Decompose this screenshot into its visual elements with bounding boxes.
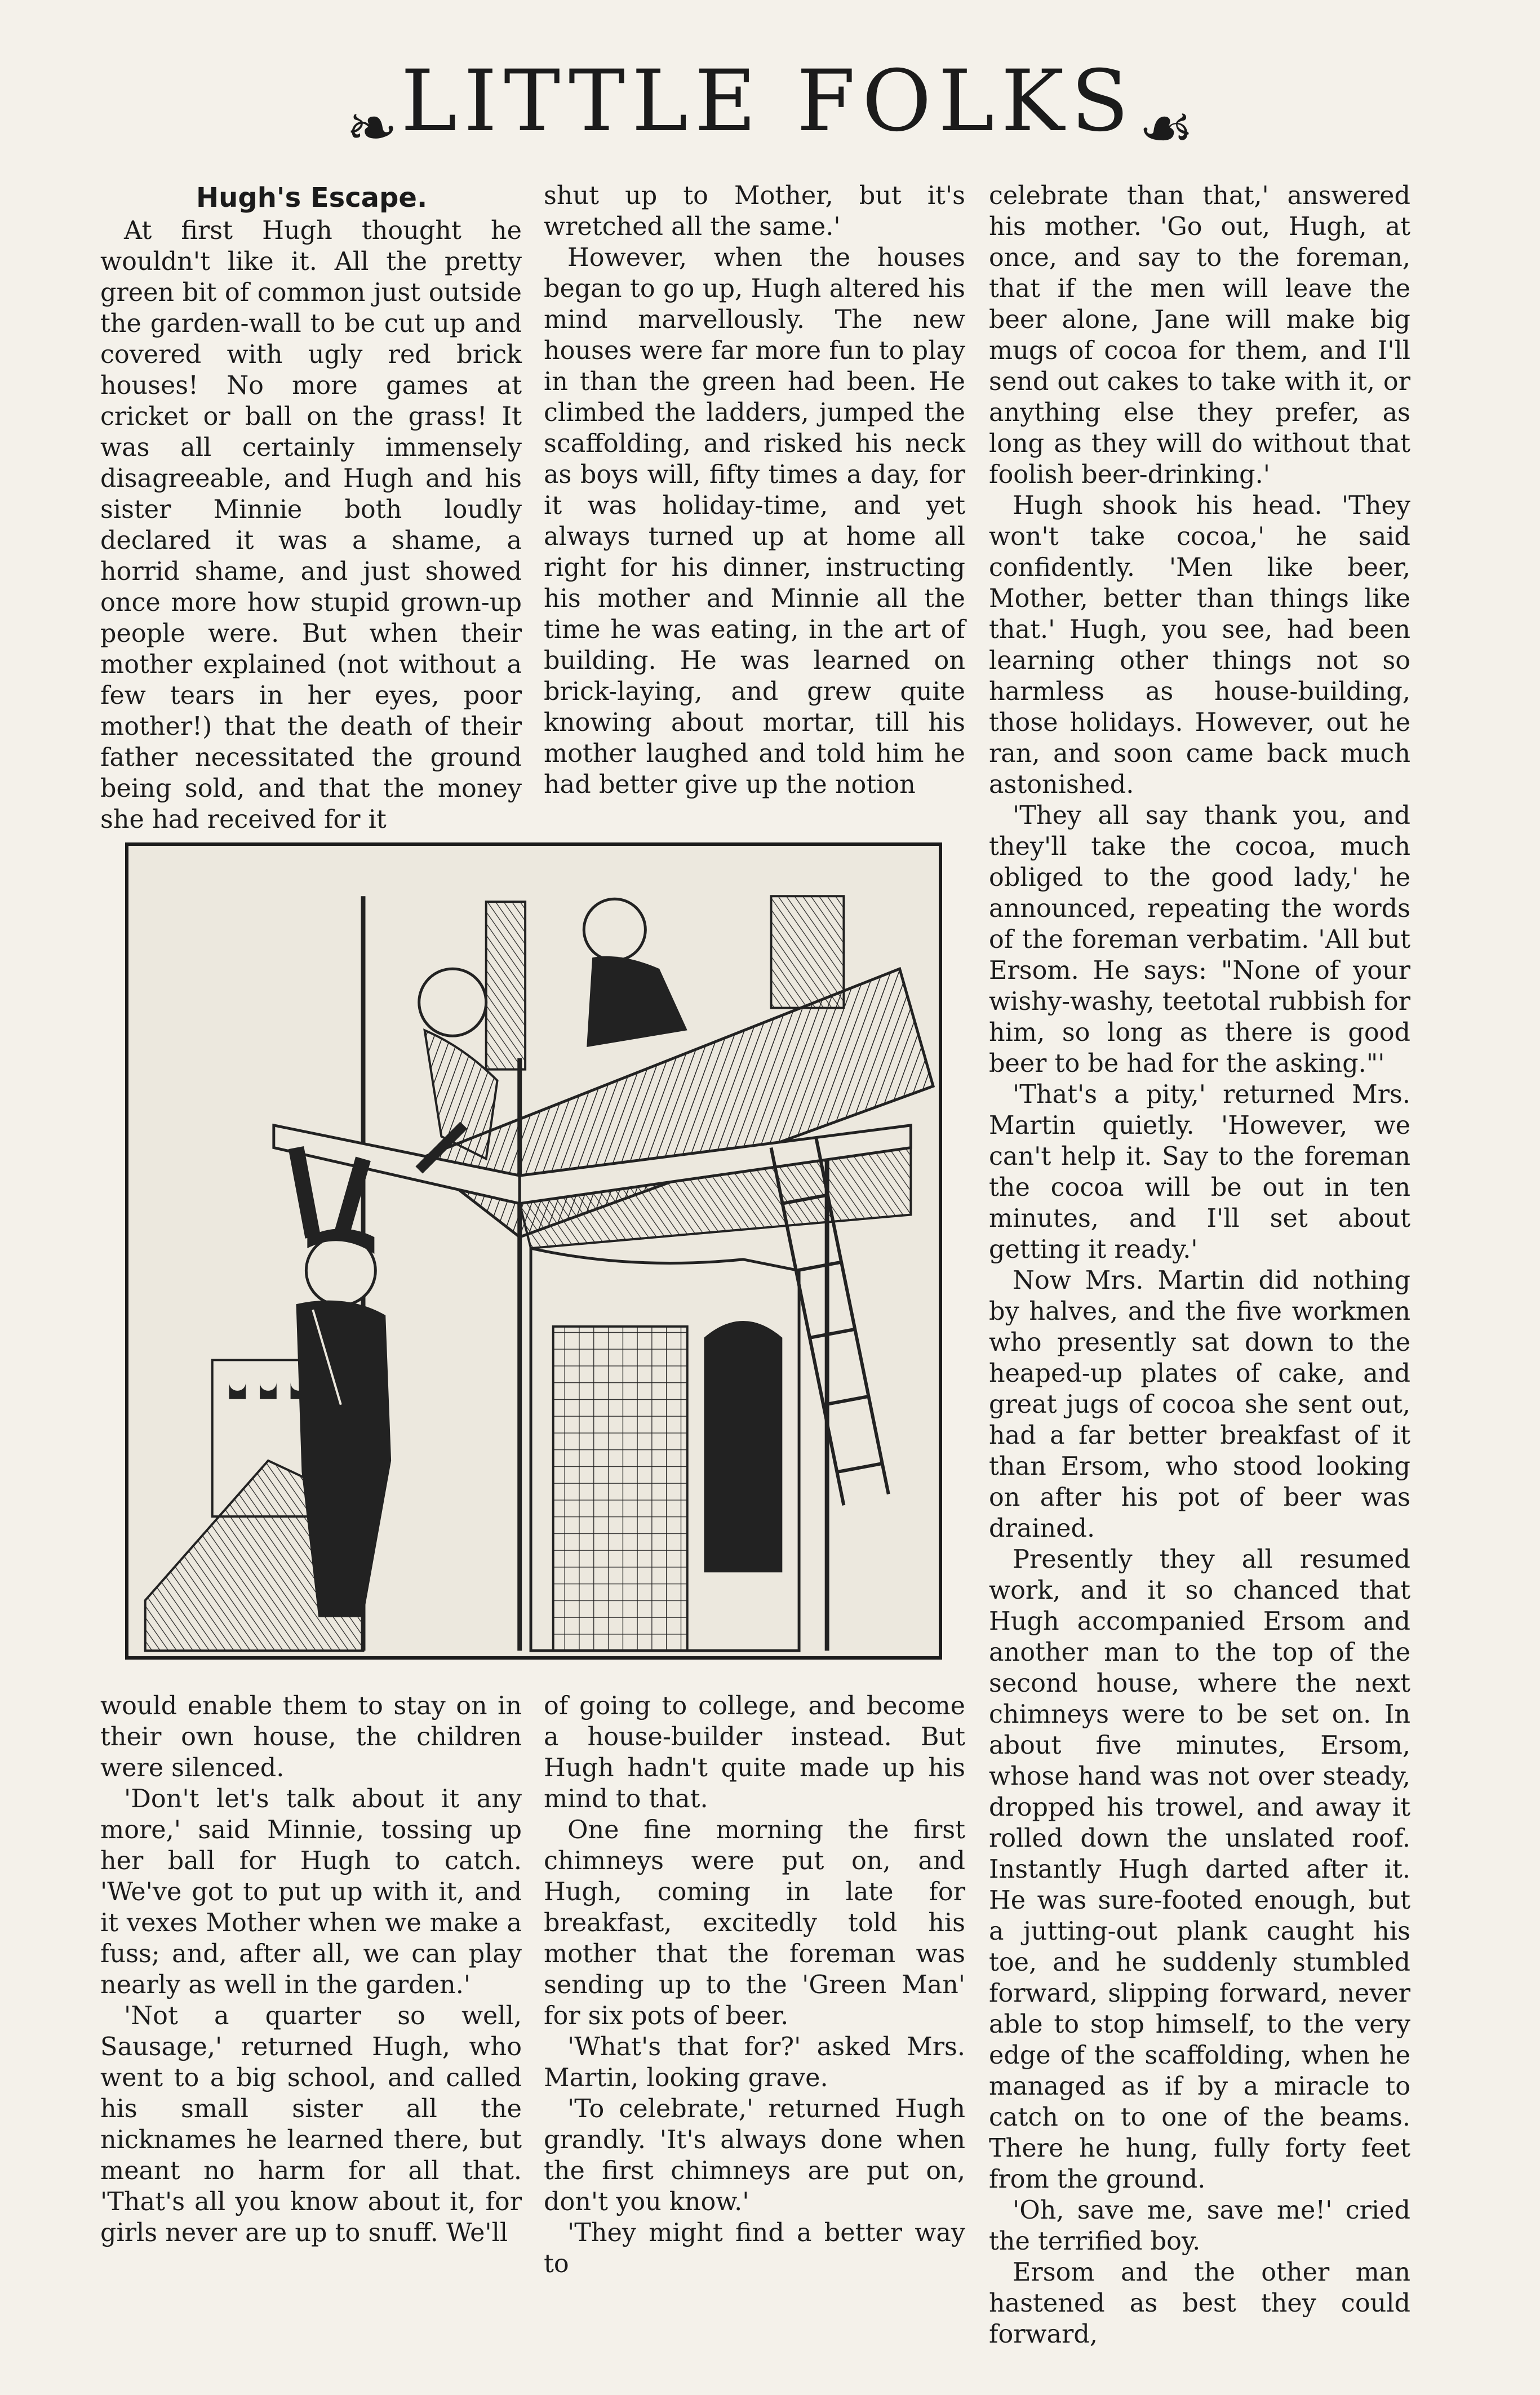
paragraph: Now Mrs. Martin did nothing by halves, and the five workmen who presently sat down to the heaped-up plates of cake, and great jugs of cocoa she sent out, had a far better breakfast of it than Ersom, who stood looking on after his pot of beer was drained. (989, 1266, 1410, 1543)
column-1 (100, 180, 522, 835)
paragraph: Ersom and the other man hastened as best they could forward, (989, 2258, 1410, 2349)
paragraph: Presently they all resumed work, and it so chanced that Hugh accompanied Ersom and another man to the top of the second house, where the next chimneys were to be set on. In about five minutes, Ersom, whose hand was not over steady, dropped his trowel, and away it rolled down the unslated roof. Instantly Hugh darted after it. He was sure-footed enough, but a jutting-out plank caught his toe, and he suddenly stumbled forward, slipping forward, never able to stop himself, to the very edge of the scaffolding, when he managed as if by a miracle to catch on to one of the beams. There he hung, fully forty feet from the ground. (989, 1545, 1410, 2194)
paragraph: 'That's a pity,' returned Mrs. Martin quietly. 'However, we can't help it. Say to the foreman the cocoa will be out in ten minutes, and I'll set about getting it ready.' (989, 1080, 1410, 1264)
hanging-boy (296, 1148, 392, 1617)
ornament-left-icon: ❧ (346, 91, 398, 164)
column-4 (100, 1691, 522, 2248)
column-2 (544, 180, 965, 800)
paragraph: shut up to Mother, but it's wretched all the same.' (544, 181, 965, 241)
paragraph: 'To celebrate,' returned Hugh grandly. 'It's always done when the first chimneys are put on, don't you know.' (544, 2095, 965, 2216)
illustration-drawing (128, 846, 939, 1656)
house-front (531, 1248, 799, 1651)
paragraph: At first Hugh thought he wouldn't like it. All the pretty green bit of common just outside the garden-wall to be cut up and covered with ugly red brick houses! No more games at cricket or ball on the grass! It was all certainly immensely disagreeable, and Hugh and his sister Minnie both loudly declared it was a shame, a horrid shame, and just showed once more how stupid grown-up people were. But when their mother explained (not without a few tears in her eyes, poor mother!) that the death of their father necessitated the ground being sold, and that the money she had received for it (100, 216, 522, 834)
ornament-right-icon: ☙ (1138, 91, 1194, 164)
column-3 (989, 180, 1410, 2350)
illustration (125, 842, 942, 1660)
masthead (0, 48, 1540, 164)
column-5 (544, 1691, 965, 2279)
paragraph: 'They all say thank you, and they'll take the cocoa, much obliged to the good lady,' he announced, repeating the words of the foreman verbatim. 'All but Ersom. He says: "None of your wishy-washy, teetotal rubbish for him, so long as there is good beer to be had for the asking."' (989, 801, 1410, 1078)
paragraph: celebrate than that,' answered his mother. 'Go out, Hugh, at once, and say to the foreman, that if the men will leave the beer alone, Jane will make big mugs of cocoa for them, and I'll send out cakes to take with it, or anything else they prefer, as long as they will do without that foolish beer-drinking.' (989, 181, 1410, 489)
paragraph: One fine morning the first chimneys were put on, and Hugh, coming in late for breakfast, excitedly told his mother that the foreman was sending up to the 'Green Man' for six pots of beer. (544, 1816, 965, 2030)
paragraph: 'Don't let's talk about it any more,' said Minnie, tossing up her ball for Hugh to catch. 'We've got to put up with it, and it vexes Mother when we make a fuss; and, after all, we can play nearly as well in the garden.' (100, 1785, 522, 1999)
magazine-title: LITTLE FOLKS (401, 52, 1136, 150)
paragraph: 'What's that for?' asked Mrs. Martin, looking grave. (544, 2033, 965, 2092)
story-title: Hugh's Escape. (196, 182, 428, 214)
paragraph: of going to college, and become a house-builder instead. But Hugh hadn't quite made up his mind to that. (544, 1692, 965, 1813)
paragraph: 'They might find a better way to (544, 2219, 965, 2278)
paragraph: 'Oh, save me, save me!' cried the terrified boy. (989, 2196, 1410, 2256)
paragraph: 'Not a quarter so well, Sausage,' returned Hugh, who went to a big school, and called his small sister all the nicknames he learned there, but meant no harm for all that. 'That's all you know about it, for girls never are up to snuff. We'll (100, 2002, 522, 2247)
paragraph: would enable them to stay on in their own house, the children were silenced. (100, 1692, 522, 1782)
chimney (486, 902, 525, 1070)
paragraph: Hugh shook his head. 'They won't take cocoa,' he said confidently. 'Men like beer, Mother, better than things like that.' Hugh, you see, had been learning other things not so harmless as house-building, those holidays. However, out he ran, and soon came back much astonished. (989, 491, 1410, 799)
paragraph: However, when the houses began to go up, Hugh altered his mind marvellously. The new houses were far more fun to play in than the green had been. He climbed the ladders, jumped the scaffolding, and risked his neck as boys will, fifty times a day, for it was holiday-time, and yet always turned up at home all right for his dinner, instructing his mother and Minnie all the time he was eating, in the art of building. He was learned on brick-laying, and grew quite knowing about mortar, till his mother laughed and told him he had better give up the notion (544, 243, 965, 799)
